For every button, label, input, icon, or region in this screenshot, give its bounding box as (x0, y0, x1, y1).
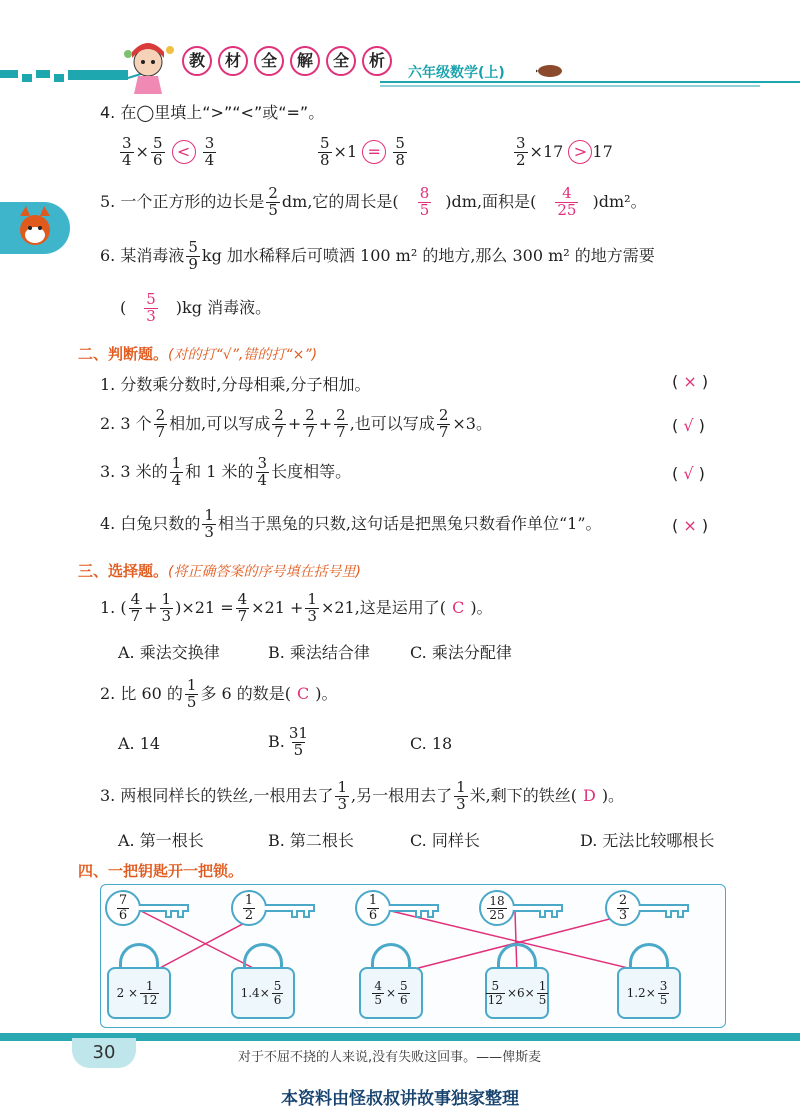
title-char-5: 全 (326, 46, 356, 76)
lock-1[interactable]: 2 × $\frac{1}{12}$ (107, 943, 171, 1019)
fraction: $\frac{1}{12}$ (142, 978, 158, 1007)
lock-shackle (371, 943, 411, 967)
key-tooth (539, 910, 546, 918)
fraction: $\frac{3}{4}$ (257, 454, 268, 489)
key-1[interactable] (105, 890, 141, 926)
fraction: $\frac{5}{8}$ (320, 134, 330, 169)
choice-1: 1. ( $\frac{4}{7}$ + $\frac{1}{3}$ )×21 = $\frac{4}{7}$ ×21 + $\frac{1}{3}$ ×21,这是运用了( C )。 (100, 590, 493, 625)
q4-label: 4. 在◯里填上“>”“<”或“=”。 (100, 103, 325, 122)
q6-answer-line: ( $\frac{5}{3}$ )kg 消毒液。 (120, 290, 272, 325)
page-number: 30 (72, 1038, 136, 1068)
fraction: $\frac{1}{3}$ (337, 778, 347, 813)
choice-2-option-a: A. 14 (118, 734, 161, 753)
choice-3-option-c: C. 同样长 (410, 831, 480, 850)
choice-3-option-d: D. 无法比较哪根长 (580, 831, 715, 850)
q5: 5. 一个正方形的边长是 $\frac{2}{5}$ dm,它的周长是( $\frac{8}{5}$ )dm,面积是( $\frac{4}{25}$ )dm²。 (100, 184, 647, 219)
fraction: $\frac{2}{7}$ (155, 406, 166, 441)
key-tooth (415, 910, 422, 918)
fraction: $\frac{4}{7}$ (237, 590, 248, 625)
fraction: $\frac{3}{4}$ (122, 134, 132, 169)
key-tooth (165, 910, 172, 918)
lock-shackle (119, 943, 159, 967)
answer-amount[interactable]: $\frac{5}{3}$ (146, 290, 156, 325)
fraction: $\frac{2}{7}$ (274, 406, 284, 441)
title-char-3: 全 (254, 46, 284, 76)
lock-2[interactable]: 1.4× $\frac{5}{6}$ (231, 943, 295, 1019)
fraction: $\frac{5}{6}$ (273, 978, 282, 1007)
fraction: $\frac{5}{12}$ (487, 978, 503, 1007)
title-char-4: 解 (290, 46, 320, 76)
judge-3-mark[interactable]: ( √ ) (672, 464, 705, 483)
choice-3-option-a: A. 第一根长 (118, 831, 204, 850)
choice-3: 3. 两根同样长的铁丝,一根用去了 $\frac{1}{3}$ ,另一根用去了 $\frac{1}{3}$ 米,剩下的铁丝( D )。 (100, 778, 625, 813)
fraction: $\frac{4}{7}$ (130, 590, 141, 625)
fraction: $\frac{5}{6}$ (152, 134, 163, 169)
q4-item-1: $\frac{3}{4}$ × $\frac{5}{6}$ < $\frac{3}{4}$ (122, 134, 215, 169)
key-tooth (677, 910, 684, 918)
fraction: $\frac{18}{25}$ (489, 893, 505, 922)
bottom-note: 本资料由怪叔叔讲故事独家整理 (281, 1089, 519, 1109)
fraction: $\frac{1}{6}$ (368, 892, 378, 923)
fraction: $\frac{1}{3}$ (456, 778, 466, 813)
key-2[interactable] (231, 890, 267, 926)
judge-1: 1. 分数乘分数时,分母相乘,分子相加。 (100, 375, 371, 394)
key-tooth (551, 910, 558, 918)
pencil-icon (536, 62, 564, 78)
judge-4-mark[interactable]: ( × ) (672, 516, 709, 535)
lock-shackle (243, 943, 283, 967)
choice-1-option-b: B. 乘法结合律 (268, 643, 370, 662)
choice-3-option-b: B. 第二根长 (268, 831, 354, 850)
title-char-6: 析 (362, 46, 392, 76)
section-4-title: 四、一把钥匙开一把锁。 (78, 862, 244, 880)
fraction: $\frac{1}{2}$ (244, 892, 254, 923)
key-lock-matching (100, 884, 726, 1028)
header-subtitle: 六年级数学(上) (408, 65, 505, 81)
fraction: $\frac{2}{7}$ (305, 406, 315, 441)
lock-shackle (629, 943, 669, 967)
q4-item-2: $\frac{5}{8}$ ×1 = $\frac{5}{8}$ (320, 134, 405, 169)
answer-area[interactable]: $\frac{4}{25}$ (557, 184, 577, 219)
fraction: $\frac{3}{4}$ (204, 134, 215, 169)
fraction: $\frac{2}{5}$ (268, 184, 278, 219)
footer-quote: 对于不屈不挠的人来说,没有失败这回事。——俾斯麦 (238, 1050, 542, 1065)
answer-circle[interactable]: = (362, 140, 386, 164)
fraction: $\frac{5}{6}$ (400, 978, 408, 1007)
key-tooth (665, 910, 672, 918)
title-char-2: 材 (218, 46, 248, 76)
key-tooth (303, 910, 310, 918)
mascot-girl-icon (118, 40, 178, 96)
judge-3: 3. 3 米的 $\frac{1}{4}$ 和 1 米的 $\frac{3}{4}$ 长度相等。 (100, 454, 352, 489)
fraction: $\frac{1}{5}$ (538, 978, 547, 1007)
judge-1-mark[interactable]: ( × ) (672, 372, 709, 391)
fraction: $\frac{2}{7}$ (336, 406, 346, 441)
fraction: $\frac{31}{5}$ (288, 724, 308, 759)
judge-2-mark[interactable]: ( √ ) (672, 416, 705, 435)
key-3[interactable] (355, 890, 391, 926)
key-tooth (427, 910, 434, 918)
side-tab (0, 202, 70, 254)
section-3-title: 三、选择题。(将正确答案的序号填在括号里) (78, 562, 361, 580)
choice-1-option-a: A. 乘法交换律 (118, 643, 220, 662)
fox-mascot-icon (0, 202, 70, 254)
fraction: $\frac{1}{3}$ (161, 590, 172, 625)
lock-5[interactable]: 1.2× $\frac{3}{5}$ (617, 943, 681, 1019)
lock-4[interactable]: $\frac{5}{12}$ ×6× $\frac{1}{5}$ (485, 943, 549, 1019)
choice-3-answer[interactable]: D (582, 785, 596, 805)
fraction: $\frac{5}{9}$ (188, 238, 198, 273)
key-4[interactable] (479, 890, 515, 926)
section-2-title: 二、判断题。(对的打“√”,错的打“×”) (78, 345, 318, 363)
answer-perimeter[interactable]: $\frac{8}{5}$ (419, 184, 430, 219)
fraction: $\frac{1}{3}$ (307, 590, 317, 625)
fraction: $\frac{1}{3}$ (204, 506, 214, 541)
fraction: $\frac{2}{3}$ (618, 892, 628, 923)
judge-4: 4. 白兔只数的 $\frac{1}{3}$ 相当于黑兔的只数,这句话是把黑兔只数看作单位“1”。 (100, 506, 602, 541)
fraction: $\frac{3}{2}$ (516, 134, 526, 169)
answer-circle[interactable]: > (568, 140, 592, 164)
fraction: $\frac{1}{5}$ (186, 676, 197, 711)
fraction: $\frac{3}{5}$ (659, 978, 668, 1007)
judge-2: 2. 3 个 $\frac{2}{7}$ 相加,可以写成 $\frac{2}{7}$ + $\frac{2}{7}$ + $\frac{2}{7}$ ,也可以写成 $\frac{2}{7}$ ×3。 (100, 406, 492, 441)
lock-3[interactable]: $\frac{4}{5}$ × $\frac{5}{6}$ (359, 943, 423, 1019)
fraction: $\frac{1}{4}$ (171, 454, 182, 489)
fraction: $\frac{5}{8}$ (395, 134, 405, 169)
title-char-1: 教 (182, 46, 212, 76)
choice-2-option-b: B. $\frac{31}{5}$ (268, 724, 308, 759)
key-tooth (291, 910, 298, 918)
choice-2: 2. 比 60 的 $\frac{1}{5}$ 多 6 的数是( C )。 (100, 676, 338, 711)
choice-2-option-c: C. 18 (410, 734, 453, 753)
fraction: $\frac{4}{5}$ (374, 978, 382, 1007)
answer-circle[interactable]: < (172, 140, 196, 164)
choice-1-answer[interactable]: C (452, 597, 465, 617)
q4-item-3: $\frac{3}{2}$ ×17 > 17 (516, 134, 613, 169)
key-tooth (177, 910, 184, 918)
lock-shackle (497, 943, 537, 967)
q6: 6. 某消毒液 $\frac{5}{9}$ kg 加水稀释后可喷洒 100 m² 的地方,那么 300 m² 的地方需要 (100, 238, 655, 273)
choice-1-option-c: C. 乘法分配律 (410, 643, 512, 662)
fraction: $\frac{7}{6}$ (118, 892, 128, 923)
fraction: $\frac{2}{7}$ (438, 406, 449, 441)
key-5[interactable] (605, 890, 641, 926)
choice-2-answer[interactable]: C (297, 683, 310, 703)
